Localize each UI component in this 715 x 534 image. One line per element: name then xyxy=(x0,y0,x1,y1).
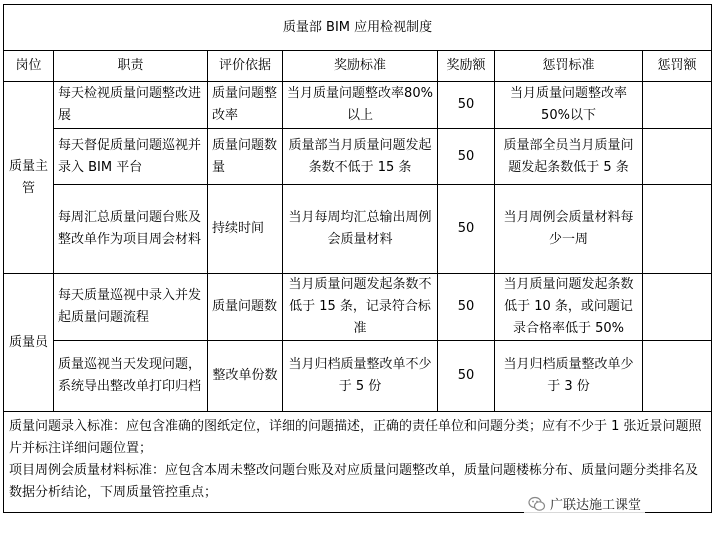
reward-amount-cell: 50 xyxy=(438,341,495,412)
reward-amount-cell: 50 xyxy=(438,129,495,185)
note-line: 项目周例会质量材料标准：应包含本周未整改问题台账及对应质量问题整改单，质量问题楼栋分布、质量问题分类排名及数据分析结论，下周质量管控重点； xyxy=(9,463,699,500)
table-row xyxy=(4,82,712,129)
header-row xyxy=(4,51,712,82)
reward-amount-cell: 50 xyxy=(438,82,495,129)
basis-cell: 持续时间 xyxy=(208,185,283,274)
duty-cell: 每天检视质量问题整改进展 xyxy=(54,82,208,129)
post-cell: 质量员 xyxy=(4,274,54,412)
penalty-amount-cell xyxy=(643,274,712,341)
document xyxy=(3,4,711,530)
duty-cell: 每天督促质量问题巡视并录入 BIM 平台 xyxy=(54,129,208,185)
header-cell: 岗位 xyxy=(4,51,54,82)
table-row xyxy=(4,185,712,274)
duty-cell: 质量巡视当天发现问题，系统导出整改单打印归档 xyxy=(54,341,208,412)
note-line: 质量问题录入标准：应包含准确的图纸定位，详细的问题描述，正确的责任单位和问题分类；应有不少于 1 张近景问题照片并标注详细问题位置； xyxy=(9,419,702,456)
watermark-text: 广联达施工课堂 xyxy=(550,498,642,513)
penalty-amount-cell xyxy=(643,341,712,412)
penalty-standard-cell: 当月周例会质量材料每少一周 xyxy=(495,185,643,274)
basis-cell: 质量问题整改率 xyxy=(208,82,283,129)
penalty-standard-cell: 质量部全员当月质量问题发起条数低于 5 条 xyxy=(495,129,643,185)
wechat-icon xyxy=(528,495,546,513)
reward-standard-cell: 当月质量问题整改率80%以上 xyxy=(283,82,438,129)
header-cell: 职责 xyxy=(54,51,208,82)
header-cell: 惩罚额 xyxy=(643,51,712,82)
post-cell: 质量主管 xyxy=(4,82,54,274)
basis-cell: 质量问题数 xyxy=(208,274,283,341)
reward-standard-cell: 当月每周均汇总输出周例会质量材料 xyxy=(283,185,438,274)
header-cell: 奖励额 xyxy=(438,51,495,82)
reward-standard-cell: 质量部当月质量问题发起条数不低于 15 条 xyxy=(283,129,438,185)
header-cell: 评价依据 xyxy=(208,51,283,82)
penalty-amount-cell xyxy=(643,129,712,185)
table-title: 质量部 BIM 应用检视制度 xyxy=(4,5,712,51)
watermark xyxy=(524,492,645,515)
duty-cell: 每天质量巡视中录入并发起质量问题流程 xyxy=(54,274,208,341)
penalty-standard-cell: 当月质量问题整改率50%以下 xyxy=(495,82,643,129)
penalty-amount-cell xyxy=(643,82,712,129)
header-cell: 惩罚标准 xyxy=(495,51,643,82)
header-cell: 奖励标准 xyxy=(283,51,438,82)
basis-cell: 质量问题数量 xyxy=(208,129,283,185)
penalty-standard-cell: 当月质量问题发起条数低于 10 条，或问题记录合格率低于 50% xyxy=(495,274,643,341)
penalty-standard-cell: 当月归档质量整改单少于 3 份 xyxy=(495,341,643,412)
reward-amount-cell: 50 xyxy=(438,185,495,274)
basis-cell: 整改单份数 xyxy=(208,341,283,412)
reward-standard-cell: 当月归档质量整改单不少于 5 份 xyxy=(283,341,438,412)
reward-amount-cell: 50 xyxy=(438,274,495,341)
table-row xyxy=(4,341,712,412)
inspection-table xyxy=(3,4,712,513)
penalty-amount-cell xyxy=(643,185,712,274)
reward-standard-cell: 当月质量问题发起条数不低于 15 条，记录符合标准 xyxy=(283,274,438,341)
duty-cell: 每周汇总质量问题台账及整改单作为项目周会材料 xyxy=(54,185,208,274)
table-row xyxy=(4,274,712,341)
table-row xyxy=(4,129,712,185)
